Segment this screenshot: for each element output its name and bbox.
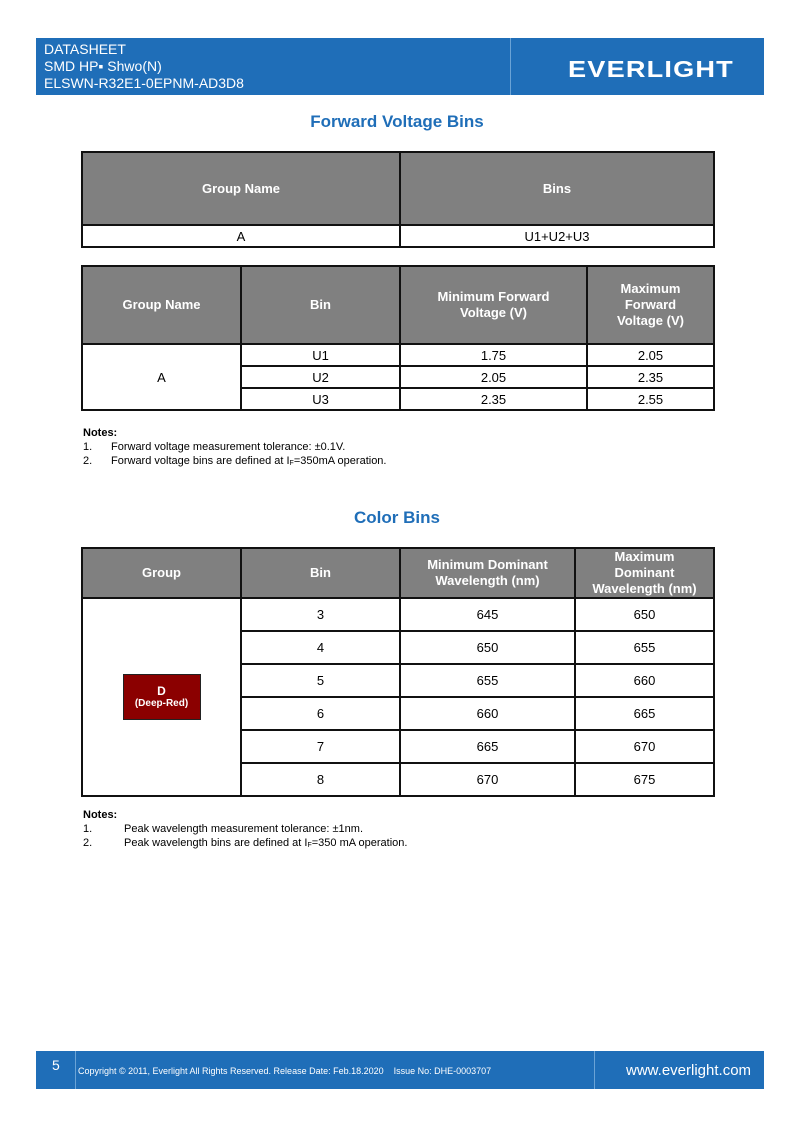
note-item — [83, 822, 407, 836]
footer-divider — [75, 1051, 76, 1089]
col-header-group: Group — [82, 548, 241, 598]
cell-min: 655 — [400, 664, 575, 697]
col-header-min-wavelength: Minimum Dominant Wavelength (nm) — [400, 548, 575, 598]
note-item — [83, 836, 407, 853]
website-link[interactable]: www.everlight.com — [626, 1062, 752, 1079]
note-number: 2. — [83, 455, 93, 467]
cell-min: 2.05 — [400, 366, 587, 388]
product-series: SMD HP▪ Shwo(N) — [44, 58, 162, 74]
cell-min: 670 — [400, 763, 575, 796]
cell-max: 650 — [575, 598, 714, 631]
color-bins-table — [81, 547, 715, 797]
cell-max: 675 — [575, 763, 714, 796]
forward-voltage-bin-table — [81, 265, 715, 411]
cell-bin: 5 — [241, 664, 400, 697]
note-text: Forward voltage measurement tolerance: ±0.1V. — [111, 441, 346, 453]
note-text: Peak wavelength bins are defined at $I_F=350$ mA operation. — [124, 837, 408, 849]
cell-bin: U1 — [241, 344, 400, 366]
note-number: 1. — [83, 823, 93, 835]
cell-bin: 3 — [241, 598, 400, 631]
page-footer — [36, 1051, 764, 1089]
col-header-group-name: Group Name — [82, 266, 241, 344]
notes-heading: Notes: — [83, 427, 118, 439]
col-header-bin: Bin — [241, 548, 400, 598]
col-header-bins: Bins — [400, 152, 714, 225]
col-header-bin: Bin — [241, 266, 400, 344]
col-header-max-voltage: Maximum Forward Voltage (V) — [587, 266, 714, 344]
color-bins-title: Color Bins — [354, 508, 440, 527]
cell-max: 2.05 — [587, 344, 714, 366]
note-number: 1. — [83, 441, 93, 453]
cell-max: 670 — [575, 730, 714, 763]
page-header — [36, 38, 764, 95]
cell-bin: U2 — [241, 366, 400, 388]
cell-group: A — [82, 344, 241, 410]
col-header-min-voltage: Minimum Forward Voltage (V) — [400, 266, 587, 344]
table-row — [82, 598, 714, 631]
cell-group: A — [82, 225, 400, 247]
cell-bin: 8 — [241, 763, 400, 796]
cell-min: 2.35 — [400, 388, 587, 410]
cell-min: 660 — [400, 697, 575, 730]
cell-max: 655 — [575, 631, 714, 664]
note-number: 2. — [83, 837, 93, 849]
cell-min: 1.75 — [400, 344, 587, 366]
note-item — [83, 454, 386, 471]
cell-bin: U3 — [241, 388, 400, 410]
cell-min: 650 — [400, 631, 575, 664]
note-text: Forward voltage bins are defined at $I_F=350mA$ operation. — [111, 455, 387, 467]
forward-voltage-group-table — [81, 151, 715, 248]
part-number: ELSWN-R32E1-0EPNM-AD3D8 — [44, 75, 244, 91]
page-number: 5 — [52, 1057, 60, 1073]
footer-divider — [594, 1051, 595, 1089]
group-sublabel: (Deep-Red) — [134, 698, 189, 709]
group-label: D — [157, 684, 166, 698]
forward-voltage-title: Forward Voltage Bins — [310, 112, 484, 131]
header-divider — [510, 38, 511, 95]
header-text — [44, 41, 244, 92]
col-header-max-wavelength: Maximum Dominant Wavelength (nm) — [575, 548, 714, 598]
forward-voltage-notes — [83, 426, 386, 471]
notes-heading: Notes: — [83, 809, 118, 821]
cell-max: 2.35 — [587, 366, 714, 388]
col-header-group-name: Group Name — [82, 152, 400, 225]
doc-type: DATASHEET — [44, 41, 126, 57]
color-bins-notes — [83, 808, 407, 853]
copyright-text: Copyright © 2011, Everlight All Rights Reserved. Release Date: Feb.18.2020 Issue No: DHE-0003707 — [78, 1066, 492, 1076]
table-row — [82, 344, 714, 366]
cell-group — [82, 598, 241, 796]
everlight-logo: EVERLIGHT — [568, 56, 734, 82]
cell-min: 665 — [400, 730, 575, 763]
cell-bin: 7 — [241, 730, 400, 763]
cell-bins: U1+U2+U3 — [400, 225, 714, 247]
cell-max: 660 — [575, 664, 714, 697]
cell-min: 645 — [400, 598, 575, 631]
cell-bin: 6 — [241, 697, 400, 730]
note-item — [83, 440, 386, 454]
note-text: Peak wavelength measurement tolerance: ±1nm. — [124, 823, 363, 835]
cell-max: 665 — [575, 697, 714, 730]
cell-max: 2.55 — [587, 388, 714, 410]
deep-red-swatch — [123, 674, 201, 720]
cell-bin: 4 — [241, 631, 400, 664]
